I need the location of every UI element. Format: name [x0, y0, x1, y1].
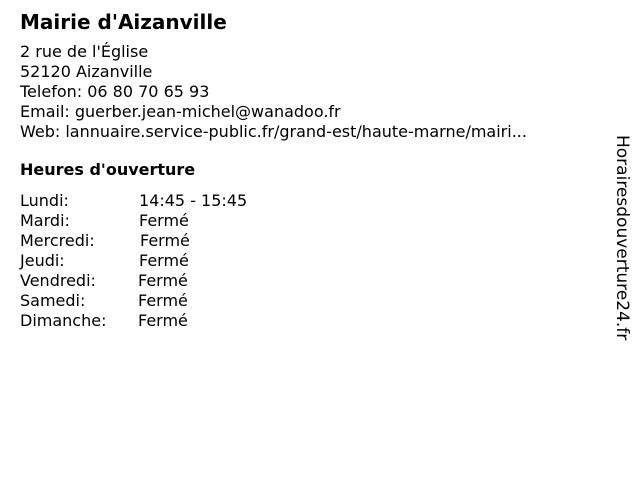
- business-name: Mairie d'Aizanville: [20, 10, 227, 34]
- hours-value: Fermé: [138, 271, 188, 290]
- hours-row-jeudi: [20, 251, 600, 271]
- phone-line: Telefon: 06 80 70 65 93: [20, 82, 210, 101]
- hours-row-mercredi: [20, 231, 600, 251]
- day-label: Mardi:: [20, 211, 70, 230]
- hours-row-samedi: [20, 291, 600, 311]
- email-line: Email: guerber.jean-michel@wanadoo.fr: [20, 102, 341, 121]
- day-label: Samedi:: [20, 291, 86, 310]
- hours-row-mardi: [20, 211, 600, 231]
- day-label: Vendredi:: [20, 271, 96, 290]
- hours-value: Fermé: [138, 311, 188, 330]
- opening-hours-list: [20, 191, 600, 331]
- web-line: Web: lannuaire.service-public.fr/grand-est/haute-marne/mairi...: [20, 122, 527, 141]
- day-label: Jeudi:: [20, 251, 65, 270]
- opening-hours-title: Heures d'ouverture: [20, 160, 196, 179]
- watermark-text: Horairesdouverture24.fr: [612, 135, 632, 341]
- address-line-1: 2 rue de l'Église: [20, 42, 149, 61]
- hours-row-vendredi: [20, 271, 600, 291]
- hours-value: 14:45 - 15:45: [139, 191, 248, 210]
- hours-value: Fermé: [138, 291, 188, 310]
- business-card: [20, 8, 600, 331]
- day-label: Dimanche:: [20, 311, 107, 330]
- hours-value: Fermé: [140, 231, 190, 250]
- hours-value: Fermé: [139, 251, 189, 270]
- hours-row-lundi: [20, 191, 600, 211]
- address-line-2: 52120 Aizanville: [20, 62, 153, 81]
- hours-value: Fermé: [139, 211, 189, 230]
- day-label: Lundi:: [20, 191, 69, 210]
- watermark-container: [612, 135, 632, 380]
- day-label: Mercredi:: [20, 231, 95, 250]
- hours-row-dimanche: [20, 311, 600, 331]
